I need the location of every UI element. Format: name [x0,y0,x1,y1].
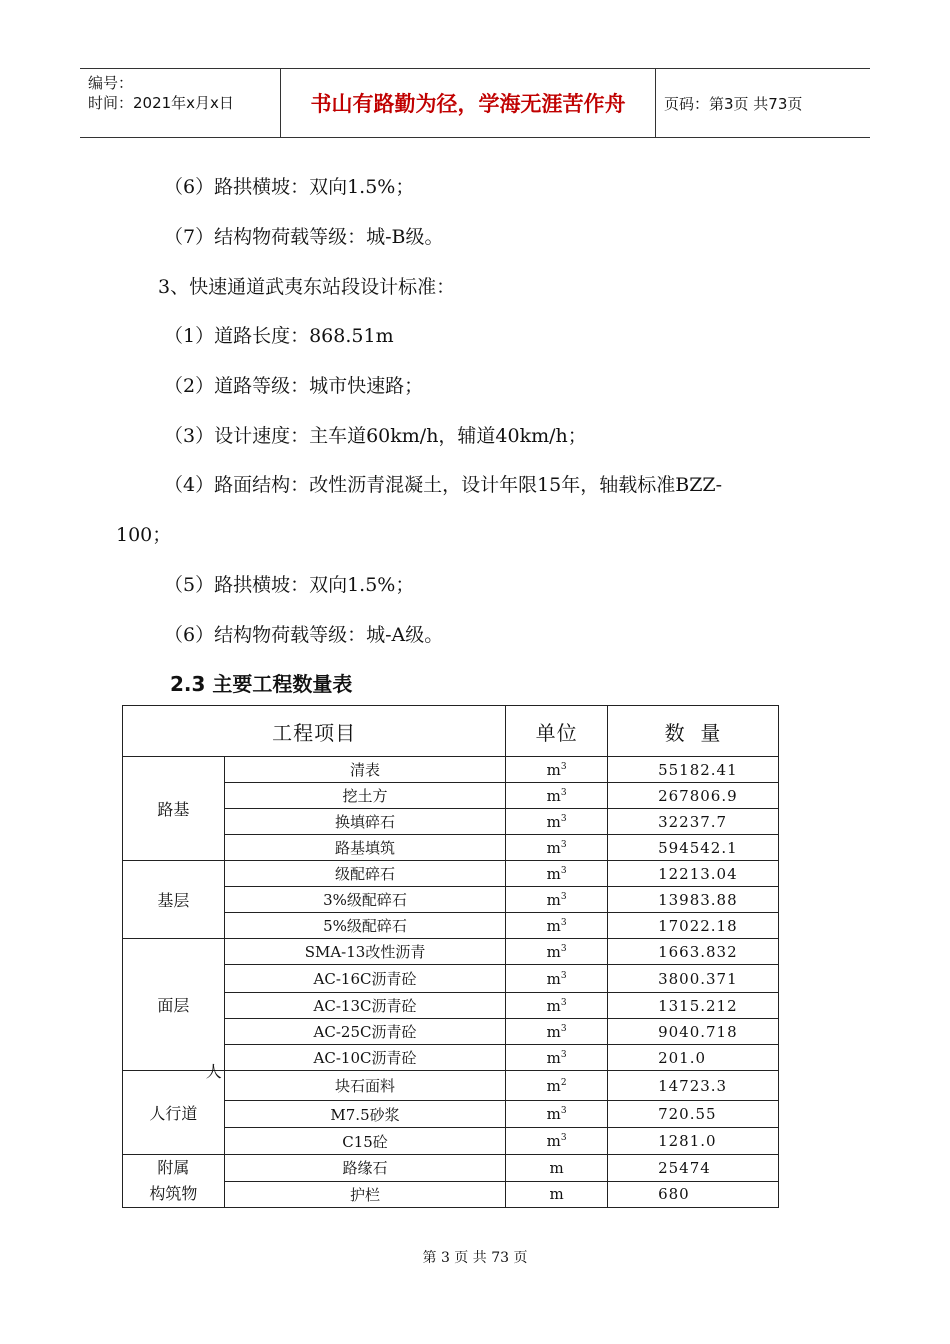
header-page-label: 页码：第3页 共73页 [664,94,803,113]
unit-cell: $m^3$ [506,913,608,939]
qty-cell: 9040.718 [608,1019,779,1045]
page-footer: 第 3 页 共 73 页 [422,1250,528,1266]
qty-cell: 201.0 [608,1045,779,1071]
unit-cell: $m^3$ [506,1019,608,1045]
qty-cell: 720.55 [608,1101,779,1128]
unit-cell: $m^3$ [506,809,608,835]
item-cell: AC-25C沥青砼 [224,1019,505,1045]
item-cell: M7.5砂浆 [224,1101,505,1128]
qty-cell: 594542.1 [608,835,779,861]
item-cell: 护栏 [224,1181,505,1208]
qty-cell: 12213.04 [608,861,779,887]
time-label: 时间：2021年x月x日 [88,94,234,112]
unit-cell: m [506,1181,608,1208]
unit-cell: $m^3$ [506,887,608,913]
table-row [123,1155,779,1182]
unit-cell: $m^3$ [506,993,608,1019]
paragraph: 3、快速通道武夷东站段设计标准： [158,276,456,298]
item-cell: AC-13C沥青砼 [224,993,505,1019]
unit-cell: $m^3$ [506,835,608,861]
qty-cell: 55182.41 [608,757,779,783]
paragraph: （2）道路等级：城市快速路； [164,375,424,397]
unit-cell: $m^3$ [506,783,608,809]
group-label-extra: 人 [205,1062,222,1081]
unit-cell: $m^3$ [506,965,608,993]
table-row [123,1071,779,1101]
unit-cell: m [506,1155,608,1182]
header-item: 工程项目 [123,706,506,757]
paragraph: 100； [116,524,172,546]
section-title: 2.3 主要工程数量表 [170,672,353,696]
paragraph: （5）路拱横坡：双向1.5%； [164,574,415,596]
qty-cell: 25474 [608,1155,779,1182]
group-label: 面层 [123,939,225,1071]
unit-cell: $m^3$ [506,1101,608,1128]
item-cell: 路缘石 [224,1155,505,1182]
group-label: 路基 [123,757,225,861]
header-meta [80,69,280,137]
group-label [123,1062,225,1155]
qty-cell: 1281.0 [608,1128,779,1155]
paragraph: （1）道路长度：868.51m [164,325,394,347]
unit-cell: $m^3$ [506,861,608,887]
table-row [123,861,779,887]
qty-cell: 13983.88 [608,887,779,913]
item-cell: 级配碎石 [224,861,505,887]
qty-cell: 267806.9 [608,783,779,809]
paragraph: （6）结构物荷载等级：城-A级。 [164,624,444,646]
qty-cell: 17022.18 [608,913,779,939]
qty-cell: 14723.3 [608,1071,779,1101]
item-cell: 挖土方 [224,783,505,809]
paragraph: （4）路面结构：改性沥青混凝土，设计年限15年，轴载标准BZZ- [164,474,723,496]
item-cell: 换填碎石 [224,809,505,835]
item-cell: 3%级配碎石 [224,887,505,913]
qty-cell: 32237.7 [608,809,779,835]
table-row [123,939,779,965]
header-unit: 单位 [506,706,608,757]
item-cell: AC-10C沥青砼 [224,1045,505,1071]
number-label: 编号： [88,74,134,92]
item-cell: 清表 [224,757,505,783]
unit-cell: $m^3$ [506,939,608,965]
page-header [80,68,870,138]
table-row [123,757,779,783]
qty-cell: 1663.832 [608,939,779,965]
item-cell: C15砼 [224,1128,505,1155]
group-label: 基层 [123,861,225,939]
item-cell: AC-16C沥青砼 [224,965,505,993]
quantity-table [122,705,779,1208]
qty-cell: 3800.371 [608,965,779,993]
table-header-row [123,706,779,757]
qty-cell: 1315.212 [608,993,779,1019]
header-motto: 书山有路勤为径，学海无涯苦作舟 [280,69,656,137]
item-cell: SMA-13改性沥青 [224,939,505,965]
unit-cell: $m^3$ [506,1128,608,1155]
unit-cell: $m^3$ [506,1045,608,1071]
qty-cell: 680 [608,1181,779,1208]
paragraph: （6）路拱横坡：双向1.5%； [164,176,415,198]
item-cell: 5%级配碎石 [224,913,505,939]
item-cell: 路基填筑 [224,835,505,861]
paragraph: （7）结构物荷载等级：城-B级。 [164,226,444,248]
unit-cell: $m^2$ [506,1071,608,1101]
item-cell: 块石面料 [224,1071,505,1101]
group-label: 附属 构筑物 [123,1155,225,1208]
group-label-text: 人行道 [149,1104,198,1123]
header-qty: 数 量 [608,706,779,757]
paragraph: （3）设计速度：主车道60km/h，辅道40km/h； [164,425,587,447]
unit-cell: $m^3$ [506,757,608,783]
